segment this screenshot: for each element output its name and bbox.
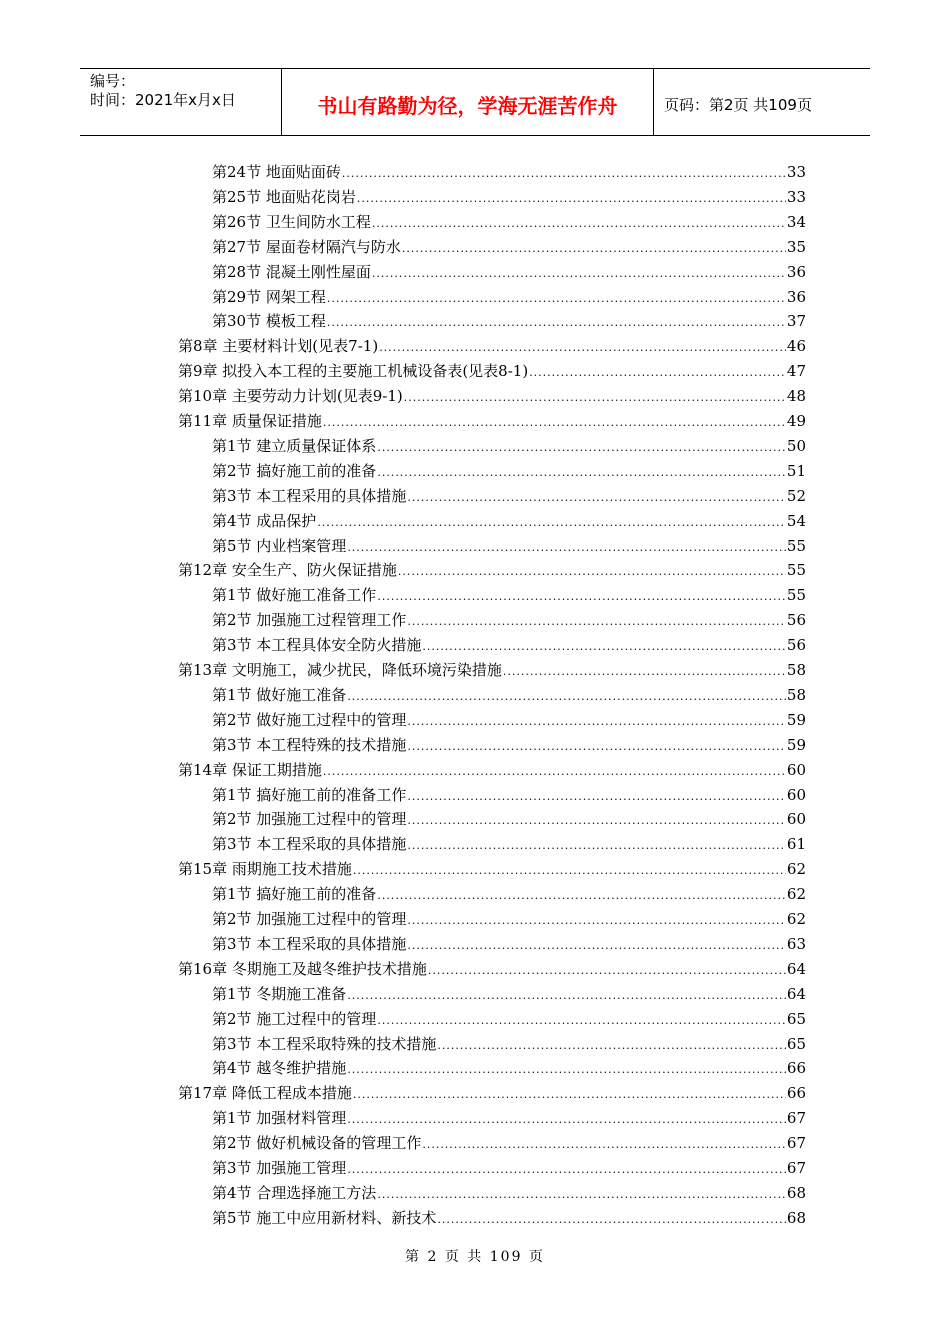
toc-section-entry[interactable] bbox=[212, 683, 806, 707]
toc-entry-title: 第26节 卫生间防水工程 bbox=[212, 212, 371, 231]
toc-dot-leader bbox=[422, 1133, 786, 1157]
toc-dot-leader bbox=[347, 685, 786, 709]
toc-section-entry[interactable] bbox=[212, 459, 806, 483]
toc-entry-page-number: 33 bbox=[786, 187, 806, 206]
toc-entry-page-number: 36 bbox=[786, 262, 806, 281]
toc-dot-leader bbox=[377, 884, 786, 908]
toc-dot-leader bbox=[398, 560, 786, 584]
toc-dot-leader bbox=[347, 1158, 786, 1182]
toc-entry-page-number: 55 bbox=[786, 586, 806, 605]
toc-dot-leader bbox=[503, 660, 786, 684]
toc-chapter-entry[interactable] bbox=[178, 359, 806, 383]
toc-section-entry[interactable] bbox=[212, 1156, 806, 1180]
toc-entry-page-number: 68 bbox=[786, 1183, 806, 1202]
toc-entry-page-number: 62 bbox=[786, 860, 806, 879]
toc-entry-page-number: 59 bbox=[786, 710, 806, 729]
toc-section-entry[interactable] bbox=[212, 534, 806, 558]
toc-entry-title: 第16章 冬期施工及越冬维护技术措施 bbox=[178, 959, 427, 978]
toc-section-entry[interactable] bbox=[212, 1206, 806, 1230]
toc-entry-page-number: 54 bbox=[786, 511, 806, 530]
toc-section-entry[interactable] bbox=[212, 832, 806, 856]
page-header bbox=[80, 68, 870, 136]
toc-entry-title: 第8章 主要材料计划(见表7-1) bbox=[178, 337, 379, 356]
toc-chapter-entry[interactable] bbox=[178, 384, 806, 408]
toc-entry-page-number: 61 bbox=[786, 835, 806, 854]
toc-entry-title: 第13章 文明施工，减少扰民，降低环境污染措施 bbox=[178, 661, 502, 679]
toc-entry-title: 第5节 施工中应用新材料、新技术 bbox=[212, 1208, 437, 1227]
toc-entry-title: 第30节 模板工程 bbox=[212, 312, 326, 331]
toc-entry-title: 第29节 网架工程 bbox=[212, 287, 326, 306]
toc-entry-title: 第17章 降低工程成本措施 bbox=[178, 1084, 352, 1103]
toc-entry-title: 第12章 安全生产、防火保证措施 bbox=[178, 561, 397, 580]
toc-entry-page-number: 55 bbox=[786, 561, 806, 580]
toc-section-entry[interactable] bbox=[212, 309, 806, 333]
toc-entry-page-number: 55 bbox=[786, 536, 806, 555]
toc-section-entry[interactable] bbox=[212, 160, 806, 184]
toc-dot-leader bbox=[342, 162, 786, 186]
toc-entry-title: 第10章 主要劳动力计划(见表9-1) bbox=[178, 387, 403, 406]
toc-section-entry[interactable] bbox=[212, 783, 806, 807]
toc-chapter-entry[interactable] bbox=[178, 558, 806, 582]
toc-entry-page-number: 51 bbox=[786, 461, 806, 480]
toc-dot-leader bbox=[407, 809, 786, 833]
toc-entry-title: 第2节 做好施工过程中的管理 bbox=[212, 710, 407, 729]
toc-entry-page-number: 56 bbox=[786, 611, 806, 630]
toc-dot-leader bbox=[437, 1034, 786, 1058]
toc-entry-page-number: 67 bbox=[786, 1134, 806, 1153]
toc-chapter-entry[interactable] bbox=[178, 957, 806, 981]
toc-entry-page-number: 50 bbox=[786, 436, 806, 455]
header-number-label: 编号： bbox=[90, 72, 136, 90]
toc-dot-leader bbox=[428, 959, 786, 983]
header-meta-cell bbox=[80, 69, 282, 135]
toc-section-entry[interactable] bbox=[212, 285, 806, 309]
toc-chapter-entry[interactable] bbox=[178, 1081, 806, 1105]
toc-entry-page-number: 37 bbox=[786, 312, 806, 331]
toc-entry-page-number: 68 bbox=[786, 1208, 806, 1227]
toc-chapter-entry[interactable] bbox=[178, 658, 806, 682]
toc-entry-page-number: 62 bbox=[786, 910, 806, 928]
toc-entry-title: 第28节 混凝土刚性屋面 bbox=[212, 262, 371, 281]
toc-dot-leader bbox=[379, 336, 786, 360]
toc-section-entry[interactable] bbox=[212, 260, 806, 284]
toc-dot-leader bbox=[377, 436, 786, 460]
toc-entry-page-number: 47 bbox=[786, 362, 806, 381]
toc-dot-leader bbox=[407, 610, 786, 634]
toc-dot-leader bbox=[357, 187, 786, 211]
toc-section-entry[interactable] bbox=[212, 210, 806, 234]
toc-entry-page-number: 59 bbox=[786, 735, 806, 754]
toc-dot-leader bbox=[422, 635, 786, 659]
toc-entry-title: 第3节 本工程采用的具体措施 bbox=[212, 486, 407, 505]
toc-section-entry[interactable] bbox=[212, 1131, 806, 1155]
toc-entry-page-number: 56 bbox=[786, 636, 806, 655]
toc-section-entry[interactable] bbox=[212, 882, 806, 906]
toc-section-entry[interactable] bbox=[212, 733, 806, 757]
toc-entry-title: 第3节 本工程特殊的技术措施 bbox=[212, 735, 407, 754]
toc-entry-page-number: 60 bbox=[786, 760, 806, 779]
toc-chapter-entry[interactable] bbox=[178, 857, 806, 881]
toc-section-entry[interactable] bbox=[212, 807, 806, 831]
toc-entry-page-number: 48 bbox=[786, 387, 806, 406]
header-time-label: 时间：2021年x月x日 bbox=[90, 91, 236, 109]
toc-entry-title: 第24节 地面贴面砖 bbox=[212, 163, 341, 181]
toc-entry-page-number: 58 bbox=[786, 685, 806, 704]
toc-dot-leader bbox=[372, 262, 786, 286]
toc-entry-page-number: 66 bbox=[786, 1084, 806, 1103]
toc-entry-page-number: 67 bbox=[786, 1159, 806, 1177]
toc-dot-leader bbox=[347, 1058, 786, 1082]
toc-dot-leader bbox=[407, 785, 786, 809]
toc-dot-leader bbox=[377, 585, 786, 609]
toc-entry-page-number: 36 bbox=[786, 287, 806, 306]
toc-entry-title: 第2节 施工过程中的管理 bbox=[212, 1009, 377, 1028]
toc-entry-title: 第4节 合理选择施工方法 bbox=[212, 1183, 377, 1202]
toc-dot-leader bbox=[407, 710, 786, 734]
toc-dot-leader bbox=[437, 1208, 786, 1232]
toc-section-entry[interactable] bbox=[212, 1007, 806, 1031]
toc-entry-title: 第14章 保证工期措施 bbox=[178, 760, 322, 779]
toc-entry-title: 第25节 地面贴花岗岩 bbox=[212, 187, 356, 206]
toc-entry-title: 第3节 本工程采取的具体措施 bbox=[212, 934, 407, 953]
toc-entry-page-number: 60 bbox=[786, 810, 806, 829]
toc-dot-leader bbox=[377, 461, 786, 485]
toc-section-entry[interactable] bbox=[212, 484, 806, 508]
toc-section-entry[interactable] bbox=[212, 932, 806, 956]
toc-entry-page-number: 62 bbox=[786, 885, 806, 904]
toc-section-entry[interactable] bbox=[212, 633, 806, 657]
header-motto: 书山有路勤为径，学海无涯苦作舟 bbox=[282, 69, 654, 135]
toc-section-entry[interactable] bbox=[212, 235, 806, 259]
toc-entry-title: 第1节 搞好施工前的准备工作 bbox=[212, 785, 407, 804]
toc-entry-title: 第1节 搞好施工前的准备 bbox=[212, 885, 377, 904]
toc-dot-leader bbox=[407, 909, 786, 933]
toc-dot-leader bbox=[317, 511, 786, 535]
toc-entry-page-number: 46 bbox=[786, 337, 806, 356]
toc-entry-page-number: 66 bbox=[786, 1059, 806, 1078]
toc-section-entry[interactable] bbox=[212, 907, 806, 931]
toc-dot-leader bbox=[353, 859, 786, 883]
toc-entry-title: 第2节 加强施工过程管理工作 bbox=[212, 611, 407, 630]
toc-section-entry[interactable] bbox=[212, 185, 806, 209]
toc-dot-leader bbox=[377, 1009, 786, 1033]
toc-entry-title: 第5节 内业档案管理 bbox=[212, 536, 347, 555]
toc-entry-title: 第3节 本工程采取的具体措施 bbox=[212, 835, 407, 854]
toc-entry-title: 第3节 本工程采取特殊的技术措施 bbox=[212, 1034, 437, 1053]
toc-entry-page-number: 58 bbox=[786, 661, 806, 679]
toc-section-entry[interactable] bbox=[212, 1106, 806, 1130]
toc-section-entry[interactable] bbox=[212, 1032, 806, 1056]
toc-entry-page-number: 49 bbox=[786, 412, 806, 430]
toc-dot-leader bbox=[404, 386, 786, 410]
toc-entry-title: 第11章 质量保证措施 bbox=[178, 412, 322, 430]
toc-section-entry[interactable] bbox=[212, 509, 806, 533]
toc-entry-page-number: 65 bbox=[786, 1034, 806, 1053]
toc-dot-leader bbox=[529, 361, 786, 385]
toc-entry-title: 第1节 冬期施工准备 bbox=[212, 984, 347, 1003]
toc-dot-leader bbox=[323, 760, 786, 784]
toc-section-entry[interactable] bbox=[212, 982, 806, 1006]
toc-section-entry[interactable] bbox=[212, 583, 806, 607]
toc-entry-page-number: 33 bbox=[786, 163, 806, 181]
toc-entry-title: 第9章 拟投入本工程的主要施工机械设备表(见表8-1) bbox=[178, 362, 529, 381]
toc-dot-leader bbox=[327, 311, 786, 335]
toc-section-entry[interactable] bbox=[212, 1056, 806, 1080]
toc-entry-page-number: 34 bbox=[786, 212, 806, 231]
toc-section-entry[interactable] bbox=[212, 434, 806, 458]
toc-entry-title: 第2节 加强施工过程中的管理 bbox=[212, 810, 407, 829]
toc-section-entry[interactable] bbox=[212, 1181, 806, 1205]
header-page-label: 页码：第2页 共109页 bbox=[664, 95, 812, 114]
page-footer: 第 2 页 共 109 页 bbox=[405, 1249, 545, 1265]
toc-chapter-entry[interactable] bbox=[178, 758, 806, 782]
toc-dot-leader bbox=[347, 536, 786, 560]
toc-entry-title: 第2节 搞好施工前的准备 bbox=[212, 461, 377, 480]
toc-section-entry[interactable] bbox=[212, 708, 806, 732]
toc-dot-leader bbox=[347, 984, 786, 1008]
toc-dot-leader bbox=[407, 735, 786, 759]
toc-chapter-entry[interactable] bbox=[178, 334, 806, 358]
toc-entry-page-number: 52 bbox=[786, 486, 806, 505]
toc-entry-page-number: 64 bbox=[786, 984, 806, 1003]
toc-entry-title: 第3节 加强施工管理 bbox=[212, 1159, 347, 1177]
toc-entry-title: 第1节 做好施工准备 bbox=[212, 685, 347, 704]
toc-entry-title: 第15章 雨期施工技术措施 bbox=[178, 860, 352, 879]
toc-entry-title: 第2节 做好机械设备的管理工作 bbox=[212, 1134, 422, 1153]
toc-entry-title: 第2节 加强施工过程中的管理 bbox=[212, 910, 407, 928]
toc-entry-title: 第4节 越冬维护措施 bbox=[212, 1059, 347, 1078]
toc-dot-leader bbox=[407, 486, 786, 510]
toc-dot-leader bbox=[347, 1108, 786, 1132]
toc-dot-leader bbox=[407, 934, 786, 958]
toc-entry-page-number: 60 bbox=[786, 785, 806, 804]
toc-entry-title: 第1节 建立质量保证体系 bbox=[212, 436, 377, 455]
toc-dot-leader bbox=[402, 237, 786, 261]
toc-entry-title: 第1节 加强材料管理 bbox=[212, 1109, 347, 1128]
toc-chapter-entry[interactable] bbox=[178, 409, 806, 433]
toc-dot-leader bbox=[353, 1083, 786, 1107]
toc-dot-leader bbox=[372, 212, 786, 236]
toc-dot-leader bbox=[407, 834, 786, 858]
toc-dot-leader bbox=[327, 287, 786, 311]
toc-entry-page-number: 63 bbox=[786, 934, 806, 953]
toc-entry-title: 第3节 本工程具体安全防火措施 bbox=[212, 636, 422, 655]
toc-section-entry[interactable] bbox=[212, 608, 806, 632]
toc-entry-title: 第4节 成品保护 bbox=[212, 511, 317, 530]
toc-entry-page-number: 65 bbox=[786, 1009, 806, 1028]
toc-dot-leader bbox=[323, 411, 786, 435]
toc-entry-title: 第1节 做好施工准备工作 bbox=[212, 586, 377, 605]
toc-entry-title: 第27节 屋面卷材隔汽与防水 bbox=[212, 237, 401, 256]
toc-entry-page-number: 64 bbox=[786, 959, 806, 978]
toc-entry-page-number: 67 bbox=[786, 1109, 806, 1128]
toc-entry-page-number: 35 bbox=[786, 237, 806, 256]
toc-dot-leader bbox=[377, 1183, 786, 1207]
